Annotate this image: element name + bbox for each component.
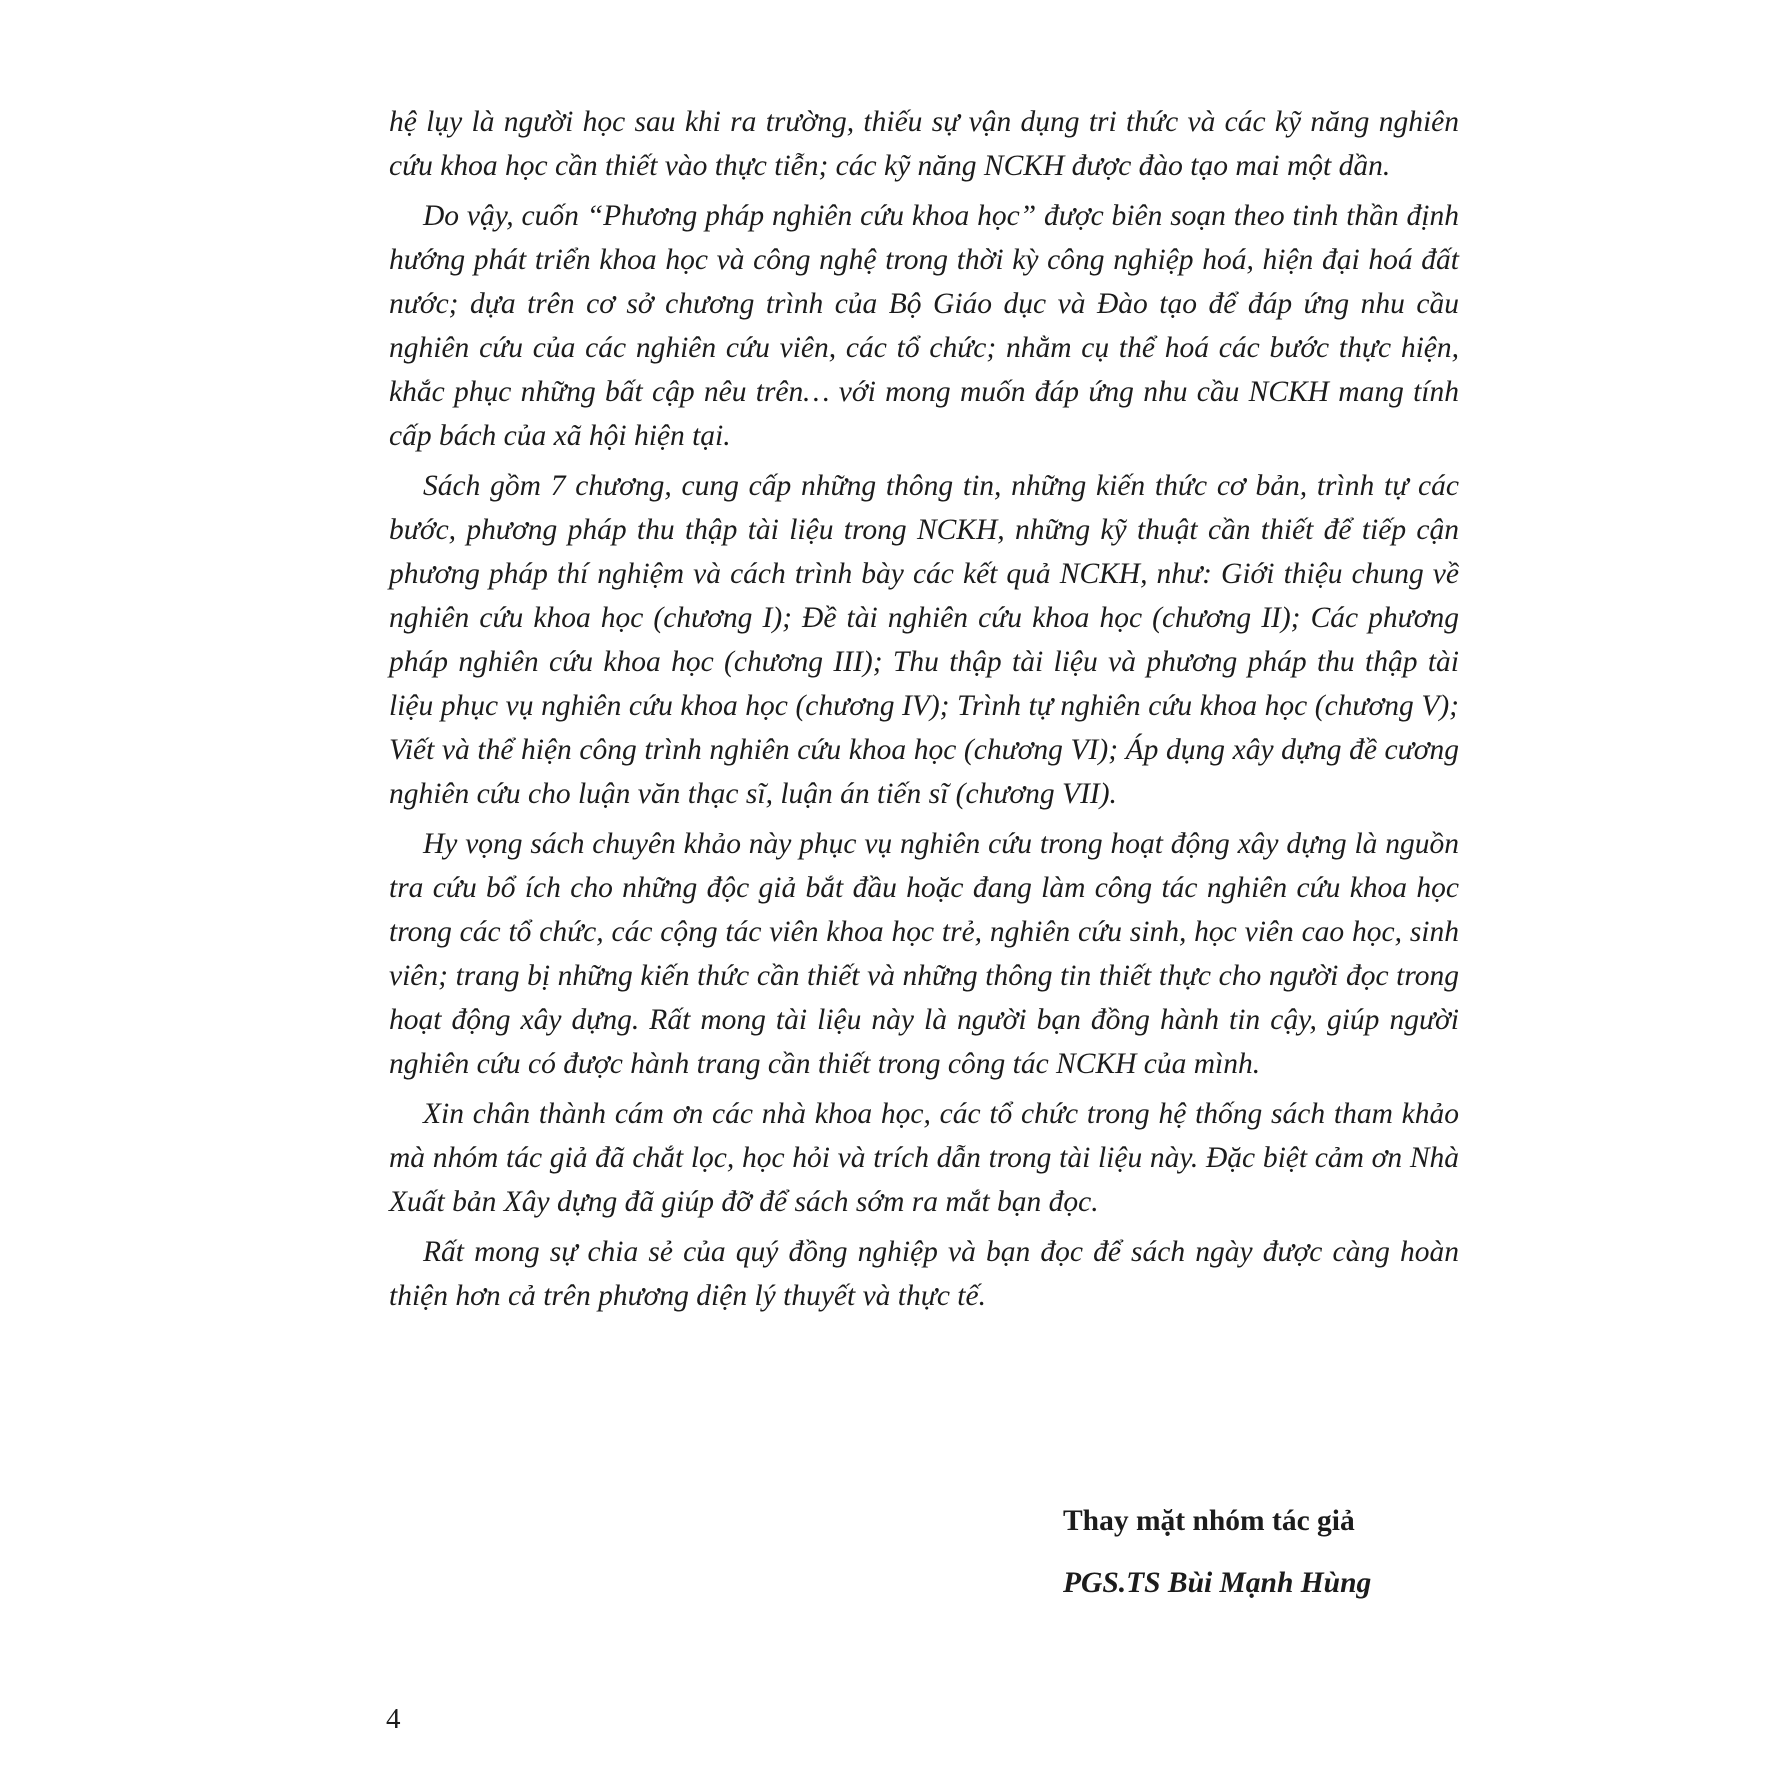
body-text	[389, 100, 1459, 1324]
paragraph-hope: Hy vọng sách chuyên khảo này phục vụ nghiên cứu trong hoạt động xây dựng là nguồn tra cứu bổ ích cho những độc giả bắt đầu hoặc đang làm công tác nghiên cứu khoa học trong các tổ chức, các cộng tác viên khoa học trẻ, nghiên cứu sinh, học viên cao học, sinh viên; trang bị những kiến thức cần thiết và những thông tin thiết thực cho người đọc trong hoạt động xây dựng. Rất mong tài liệu này là người bạn đồng hành tin cậy, giúp người nghiên cứu có được hành trang cần thiết trong công tác NCKH của mình.	[389, 828, 1459, 1080]
signature-name: PGS.TS Bùi Mạnh Hùng	[1063, 1567, 1372, 1599]
paragraph-thanks: Xin chân thành cám ơn các nhà khoa học, các tổ chức trong hệ thống sách tham khảo mà nhóm tác giả đã chắt lọc, học hỏi và trích dẫn trong tài liệu này. Đặc biệt cảm ơn Nhà Xuất bản Xây dựng đã giúp đỡ để sách sớm ra mắt bạn đọc.	[389, 1098, 1459, 1218]
paragraph-purpose: Do vậy, cuốn “Phương pháp nghiên cứu khoa học” được biên soạn theo tinh thần định hướng phát triển khoa học và công nghệ trong thời kỳ công nghiệp hoá, hiện đại hoá đất nước; dựa trên cơ sở chương trình của Bộ Giáo dục và Đào tạo để đáp ứng nhu cầu nghiên cứu của các nghiên cứu viên, các tổ chức; nhằm cụ thể hoá các bước thực hiện, khắc phục những bất cập nêu trên… với mong muốn đáp ứng nhu cầu NCKH mang tính cấp bách của xã hội hiện tại.	[389, 200, 1459, 452]
signature-role: Thay mặt nhóm tác giả	[1063, 1505, 1355, 1537]
signature-block	[1063, 1490, 1483, 1614]
paragraph-closing: Rất mong sự chia sẻ của quý đồng nghiệp và bạn đọc để sách ngày được càng hoàn thiện hơn cả trên phương diện lý thuyết và thực tế.	[389, 1236, 1459, 1312]
page-number: 4	[386, 1703, 401, 1735]
paragraph-contents: Sách gồm 7 chương, cung cấp những thông tin, những kiến thức cơ bản, trình tự các bước, phương pháp thu thập tài liệu trong NCKH, những kỹ thuật cần thiết để tiếp cận phương pháp thí nghiệm và cách trình bày các kết quả NCKH, như: Giới thiệu chung về nghiên cứu khoa học (chương I); Đề tài nghiên cứu khoa học (chương II); Các phương pháp nghiên cứu khoa học (chương III); Thu thập tài liệu và phương pháp thu thập tài liệu phục vụ nghiên cứu khoa học (chương IV); Trình tự nghiên cứu khoa học (chương V); Viết và thể hiện công trình nghiên cứu khoa học (chương VI); Áp dụng xây dựng đề cương nghiên cứu cho luận văn thạc sĩ, luận án tiến sĩ (chương VII).	[389, 470, 1459, 810]
paragraph-continuation: hệ lụy là người học sau khi ra trường, thiếu sự vận dụng tri thức và các kỹ năng nghiên cứu khoa học cần thiết vào thực tiễn; các kỹ năng NCKH được đào tạo mai một dần.	[389, 106, 1459, 182]
